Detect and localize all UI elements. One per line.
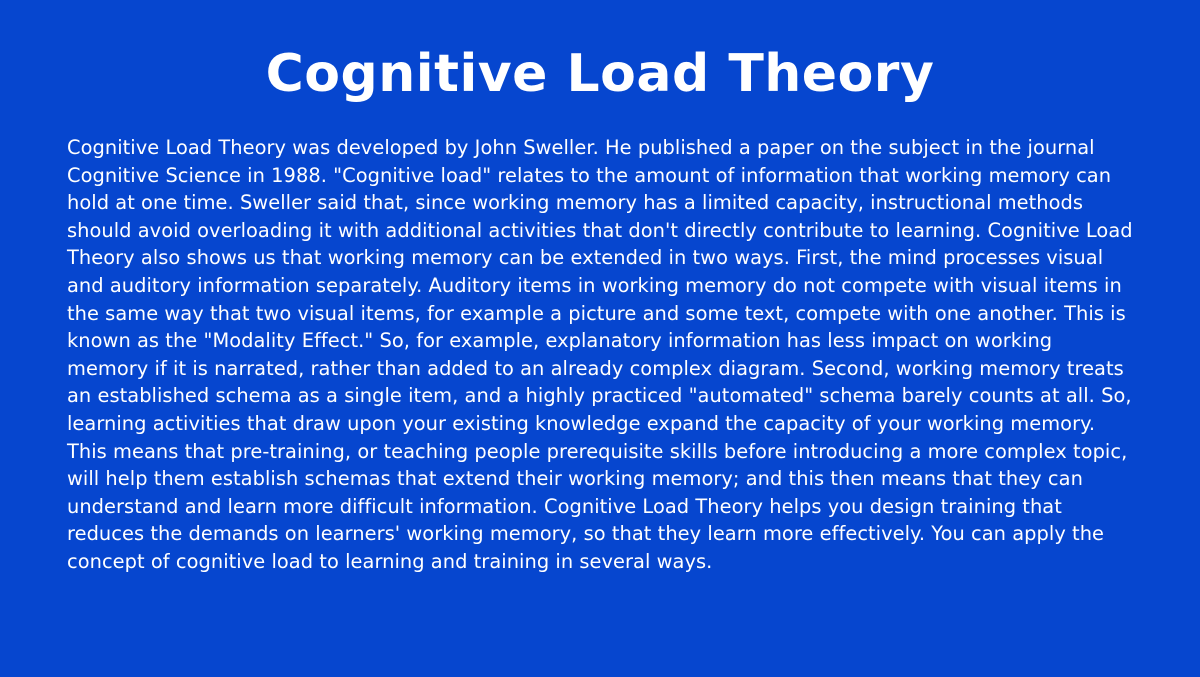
body-paragraph: Cognitive Load Theory was developed by John Sweller. He published a paper on the subject in the journal Cognitive Science in 1988. "Cognitive load" relates to the amount of information that working memory can hold at one time. Sweller said that, since working memory has a limited capacity, instructional methods should avoid overloading it with additional activities that don't directly contribute to learning. Cognitive Load Theory also shows us that working memory can be extended in two ways. First, the mind processes visual and auditory information separately. Auditory items in working memory do not compete with visual items in the same way that two visual items, for example a picture and some text, compete with one another. This is known as the "Modality Effect." So, for example, explanatory information has less impact on working memory if it is narrated, rather than added to an already complex diagram. Second, working memory treats an established schema as a single item, and a highly practiced "automated" schema barely counts at all. So, learning activities that draw upon your existing knowledge expand the capacity of your working memory. This means that pre-training, or teaching people prerequisite skills before introducing a more complex topic, will help them establish schemas that extend their working memory; and this then means that they can understand and learn more difficult information. Cognitive Load Theory helps you design training that reduces the demands on learners' working memory, so that they learn more effectively. You can apply the concept of cognitive load to learning and training in several ways.: [67, 136, 1133, 573]
page-title: Cognitive Load Theory: [265, 44, 935, 104]
